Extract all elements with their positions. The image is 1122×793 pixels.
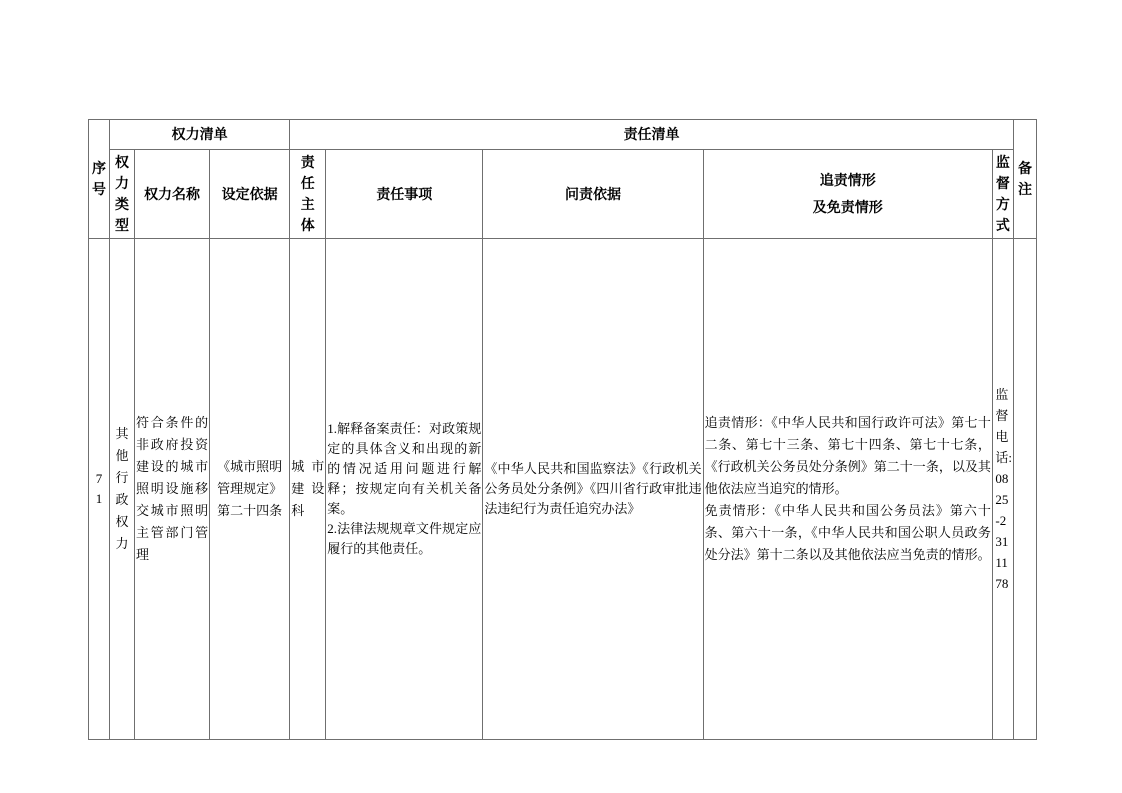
header-accountability-situations [703, 150, 992, 239]
serial-value: 71 [95, 471, 103, 506]
responsibility-item-2: 2.法律法规规章文件规定应履行的其他责任。 [327, 521, 482, 556]
header-power-name: 权力名称 [135, 150, 210, 239]
cell-setting-basis: 《城市照明管理规定》第二十四条 [210, 239, 290, 740]
header-power-type [110, 150, 135, 239]
cell-serial [89, 239, 110, 740]
power-responsibility-table-wrap [88, 119, 1037, 740]
header-responsibility-items: 责任事项 [326, 150, 483, 239]
header-accountability-situations-line1: 追责情形 [819, 172, 876, 188]
cell-power-name: 符合条件的非政府投资建设的城市照明设施移交城市照明主管部门管理 [135, 239, 210, 740]
cell-remark [1013, 239, 1036, 740]
cell-supervision-method [992, 239, 1013, 740]
header-supervision-method [992, 150, 1013, 239]
header-power-type-label: 权力类型 [115, 154, 130, 233]
header-supervision-method-label: 监督方式 [995, 154, 1010, 233]
supervision-phone: 监督电话:0825-2311178 [995, 387, 1013, 591]
header-responsibility-list: 责任清单 [290, 120, 1014, 150]
header-responsibility-subject [290, 150, 326, 239]
header-row-columns [89, 150, 1037, 239]
responsibility-item-1: 1.解释备案责任：对政策规定的具体含义和出现的新的情况适用问题进行解释；按规定向有关机关备案。 [327, 421, 482, 516]
header-power-list: 权力清单 [110, 120, 290, 150]
cell-power-type: 其他行政权力 [110, 239, 135, 740]
cell-responsibility-items [326, 239, 483, 740]
header-serial [89, 120, 110, 239]
header-serial-label: 序号 [92, 160, 106, 197]
header-row-groups [89, 120, 1037, 150]
accountability-situation-2: 免责情形：《中华人民共和国公务员法》第六十条、第六十一条，《中华人民共和国公职人员政务处分法》第十二条以及其他依法应当免责的情形。 [704, 503, 991, 562]
cell-accountability-situations [703, 239, 992, 740]
header-remark-label: 备注 [1017, 160, 1032, 197]
cell-accountability-basis: 《中华人民共和国监察法》《行政机关公务员处分条例》《四川省行政审批违法违纪行为责任追究办法》 [483, 239, 703, 740]
header-accountability-situations-line2: 及免责情形 [812, 199, 883, 215]
power-responsibility-table [88, 119, 1037, 740]
accountability-situation-1: 追责情形：《中华人民共和国行政许可法》第七十二条、第七十三条、第七十四条、第七十七条，《行政机关公务员处分条例》第二十一条，以及其他依法应当追究的情形。 [704, 415, 991, 496]
header-responsibility-subject-label: 责任主体 [300, 154, 315, 233]
cell-responsibility-subject: 城市建设科 [290, 239, 326, 740]
header-accountability-situations-lines [705, 167, 991, 221]
table-row [89, 239, 1037, 740]
header-accountability-basis: 问责依据 [483, 150, 703, 239]
header-setting-basis: 设定依据 [210, 150, 290, 239]
header-remark [1013, 120, 1036, 239]
